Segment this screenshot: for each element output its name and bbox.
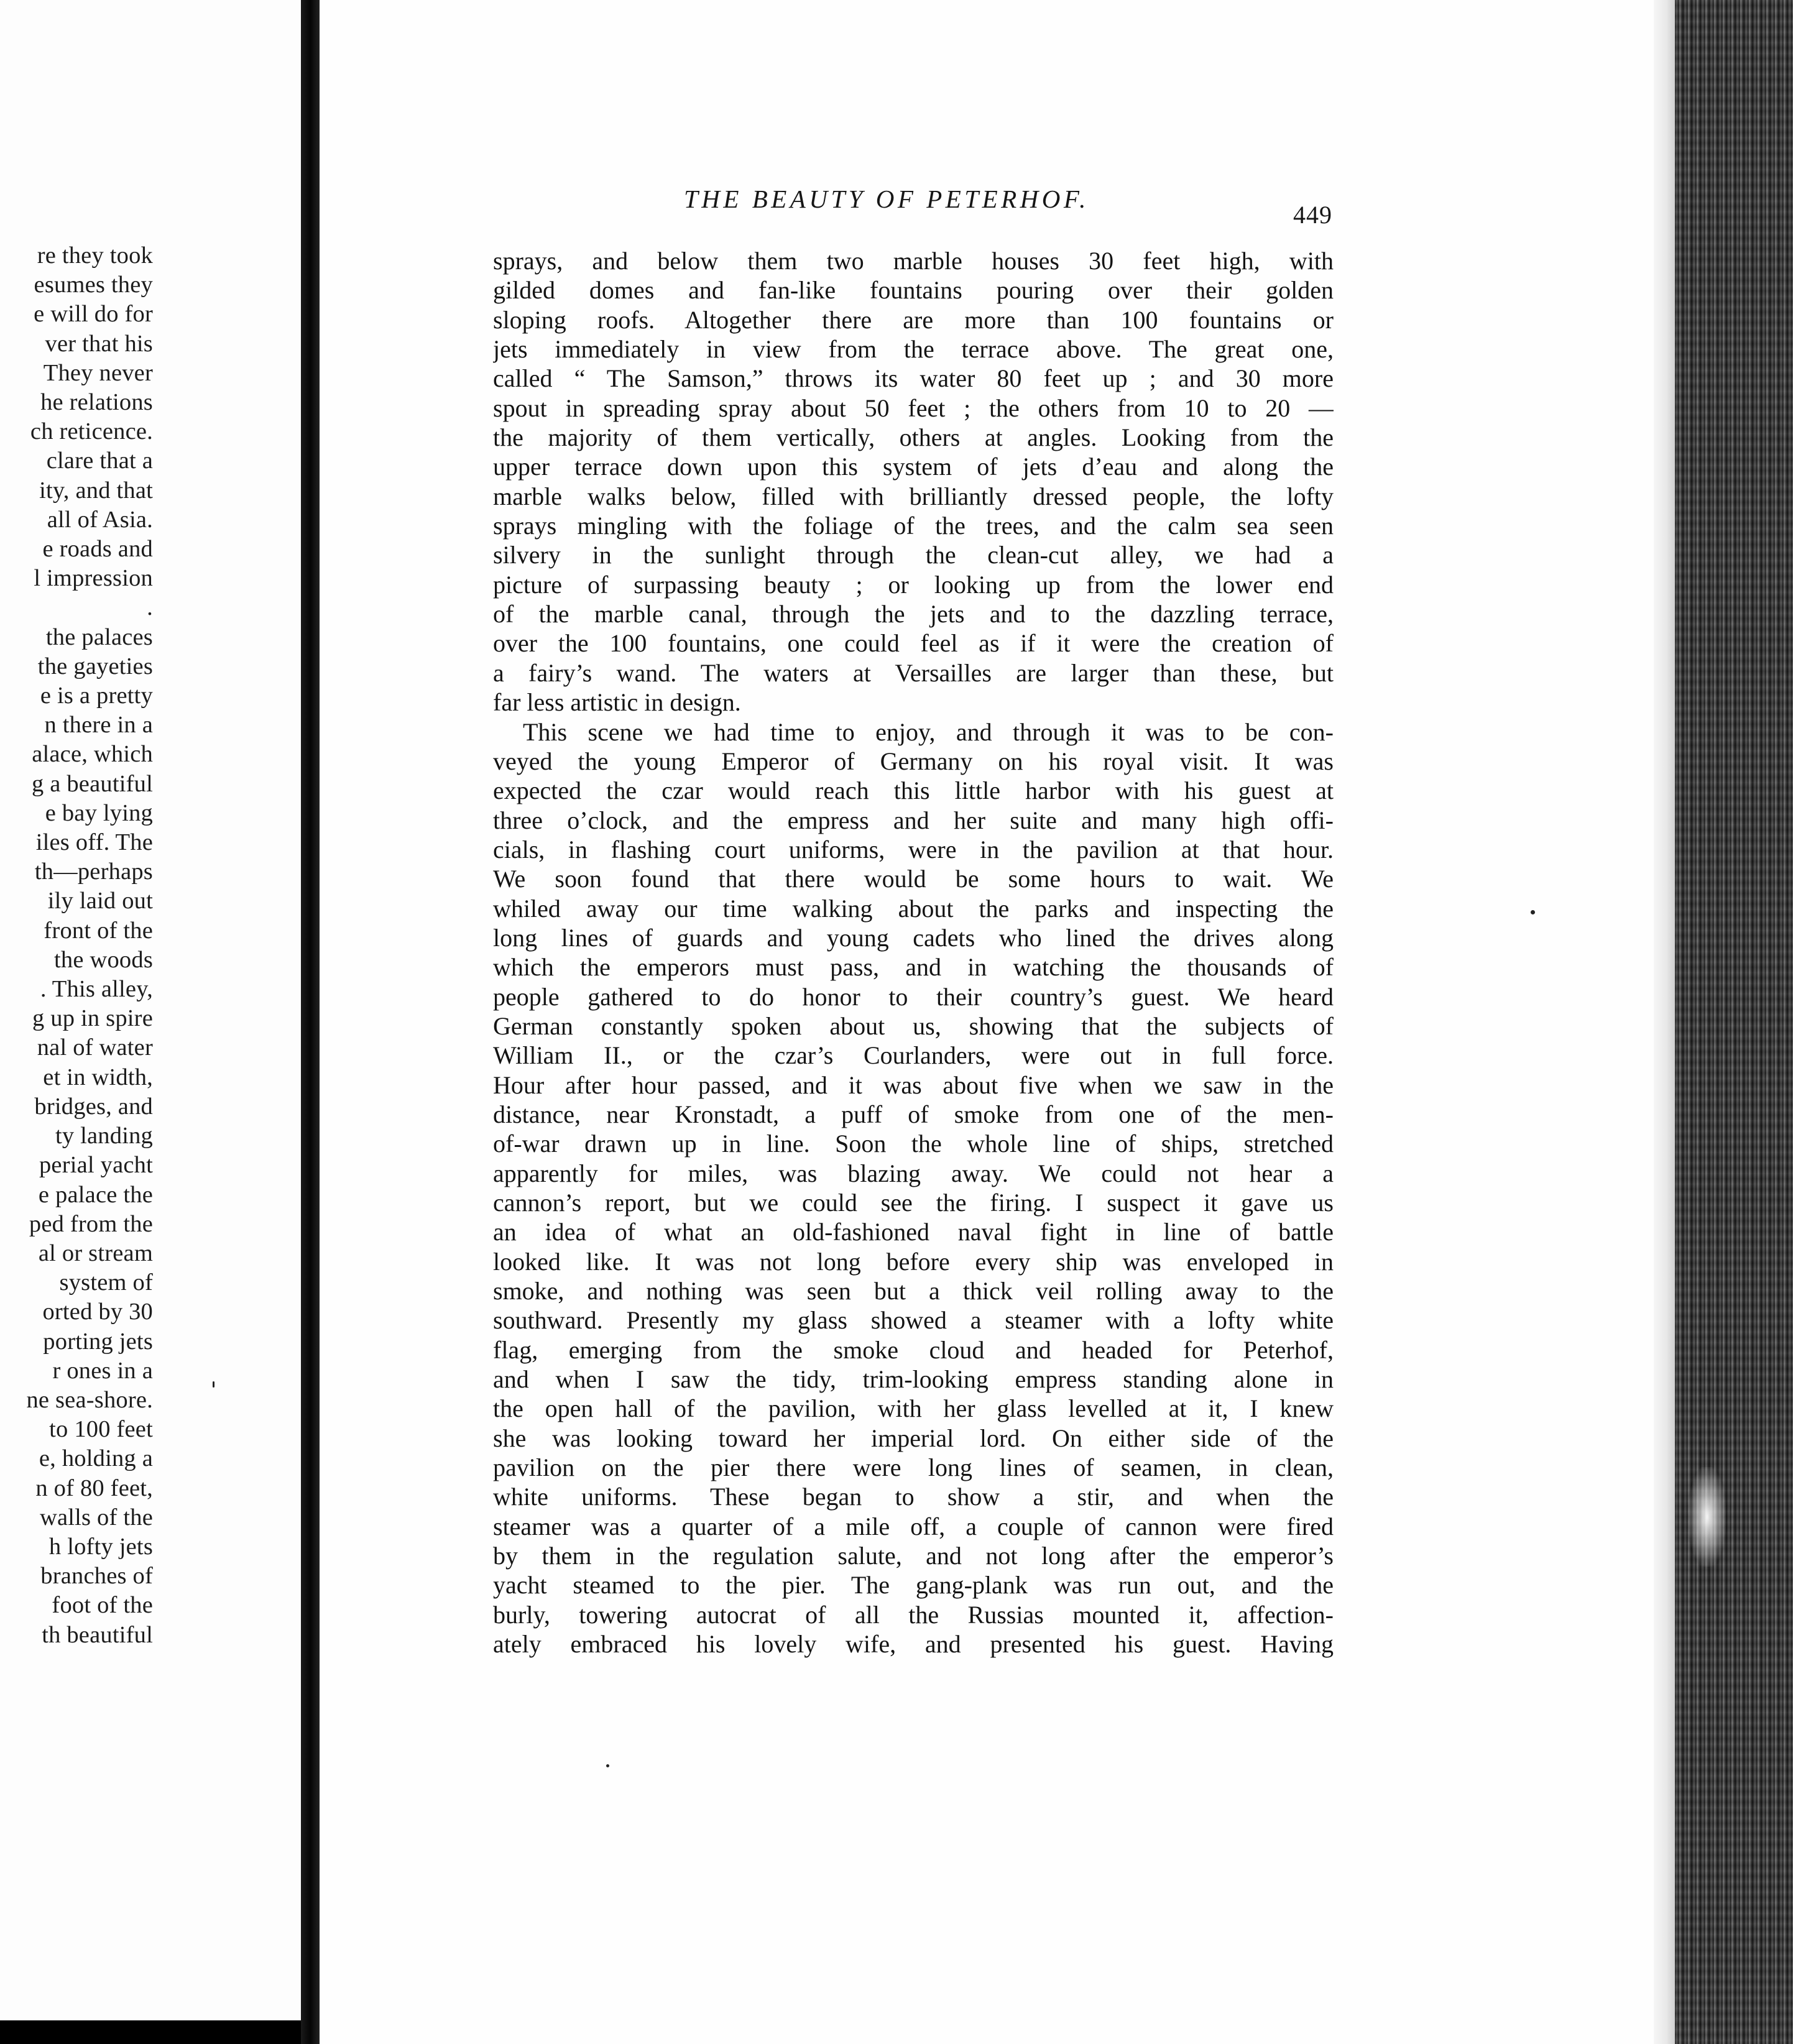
previous-page-line: . (147, 594, 153, 621)
text-line: sprays mingling with the foliage of the trees, and the calm sea seen (493, 512, 1334, 540)
previous-page (0, 0, 302, 2020)
previous-page-line: They never (43, 359, 153, 386)
previous-page-line: e will do for (34, 301, 153, 328)
text-line: steamer was a quarter of a mile off, a couple of cannon were fired (493, 1512, 1334, 1540)
previous-page-line: ped from the (29, 1210, 153, 1237)
previous-page-line: e bay lying (45, 799, 153, 826)
previous-page-line: branches of (40, 1563, 153, 1590)
text-line: burly, towering autocrat of all the Russias mounted it, affection- (493, 1600, 1334, 1629)
previous-page-line: orted by 30 (42, 1299, 153, 1325)
text-line: ately embraced his lovely wife, and presented his guest. Having (493, 1630, 1334, 1659)
previous-page-line: et in width, (43, 1064, 153, 1090)
text-line: which the emperors must pass, and in watching the thousands of (493, 953, 1334, 982)
previous-page-line: walls of the (39, 1504, 153, 1531)
previous-page-line: re they took (37, 242, 153, 269)
previous-page-line: to 100 feet (49, 1416, 153, 1443)
text-line: German constantly spoken about us, showing that the subjects of (493, 1011, 1334, 1040)
text-line: the open hall of the pavilion, with her glass levelled at it, I knew (493, 1394, 1334, 1423)
previous-page-line: e palace the (38, 1181, 153, 1208)
previous-page-line: porting jets (43, 1328, 153, 1355)
text-line: three o’clock, and the empress and her suite and many high offi- (493, 806, 1334, 834)
text-line: she was looking toward her imperial lord. On either side of the (493, 1424, 1334, 1452)
previous-page-line: g up in spire (32, 1005, 153, 1032)
text-line: We soon found that there would be some hours to wait. We (493, 865, 1334, 893)
text-line: long lines of guards and young cadets who lined the drives along (493, 923, 1334, 952)
text-line: silvery in the sunlight through the clean-cut alley, we had a (493, 541, 1334, 569)
text-line: by them in the regulation salute, and not long after the emperor’s (493, 1542, 1334, 1570)
text-line: smoke, and nothing was seen but a thick veil rolling away to the (493, 1277, 1334, 1305)
text-line: sloping roofs. Altogether there are more than 100 fountains or (493, 305, 1334, 334)
previous-page-line: e is a pretty (40, 683, 153, 709)
text-line: William II., or the czar’s Courlanders, were out in full force. (493, 1041, 1334, 1070)
previous-page-line: system of (59, 1269, 153, 1296)
previous-page-line: h lofty jets (48, 1533, 153, 1560)
previous-page-line: all of Asia. (47, 506, 153, 533)
previous-page-line: nal of water (37, 1034, 153, 1061)
text-line: looked like. It was not long before every ship was enveloped in (493, 1247, 1334, 1276)
previous-page-line: iles off. The (35, 829, 153, 856)
previous-page-line: ity, and that (39, 477, 153, 504)
text-line: veyed the young Emperor of Germany on his royal visit. It was (493, 747, 1334, 775)
previous-page-line: th—perhaps (34, 859, 153, 885)
body-text (493, 246, 1334, 1659)
previous-page-line: ty landing (55, 1123, 153, 1149)
page-number: 449 (1293, 201, 1332, 229)
text-line: of-war drawn up in line. Soon the whole line of ships, stretched (493, 1130, 1334, 1158)
text-line: distance, near Kronstadt, a puff of smoke from one of the men- (493, 1100, 1334, 1128)
text-line: expected the czar would reach this little harbor with his guest at (493, 776, 1334, 805)
previous-page-line: ver that his (45, 330, 153, 357)
text-line: flag, emerging from the smoke cloud and headed for Peterhof, (493, 1335, 1334, 1364)
previous-page-line: n there in a (44, 712, 153, 739)
text-line: the majority of them vertically, others at angles. Looking from the (493, 423, 1334, 452)
text-line: gilded domes and fan-like fountains pouring over their golden (493, 276, 1334, 305)
previous-page-line: th beautiful (42, 1621, 153, 1648)
previous-page-line: he relations (40, 389, 153, 416)
text-line: sprays, and below them two marble houses 30 feet high, with (493, 247, 1334, 275)
text-line: southward. Presently my glass showed a steamer with a lofty white (493, 1306, 1334, 1335)
text-line: called “ The Samson,” throws its water 80 feet up ; and 30 more (493, 364, 1334, 393)
previous-page-line: e, holding a (39, 1445, 153, 1472)
previous-page-line: al or stream (38, 1240, 153, 1266)
previous-page-text (0, 241, 153, 1650)
previous-page-line: ily laid out (47, 888, 153, 914)
previous-page-line: r ones in a (52, 1357, 153, 1384)
previous-page-line: alace, which (32, 741, 153, 768)
previous-page-line: front of the (44, 917, 153, 944)
previous-page-line: e roads and (42, 536, 153, 563)
text-line: jets immediately in view from the terrace above. The great one, (493, 335, 1334, 364)
text-line: and when I saw the tidy, trim-looking empress standing alone in (493, 1365, 1334, 1394)
text-line: Hour after hour passed, and it was about five when we saw in the (493, 1070, 1334, 1099)
scan-speck (606, 1764, 609, 1767)
book-gutter (301, 0, 320, 2044)
text-line: pavilion on the pier there were long lines of seamen, in clean, (493, 1453, 1334, 1482)
previous-page-line: n of 80 feet, (35, 1475, 153, 1501)
previous-page-line: the woods (54, 946, 153, 973)
text-line: whiled away our time walking about the parks and inspecting the (493, 894, 1334, 923)
previous-page-line: . This alley, (40, 976, 153, 1003)
text-line: picture of surpassing beauty ; or looking up from the lower end (493, 570, 1334, 599)
previous-page-line: esumes they (34, 272, 153, 298)
previous-page-line: foot of the (52, 1592, 153, 1619)
previous-page-line: l impression (34, 565, 153, 592)
text-line: white uniforms. These began to show a stir, and when the (493, 1483, 1334, 1511)
text-line: upper terrace down upon this system of jets d’eau and along the (493, 453, 1334, 481)
text-line: an idea of what an old-fashioned naval fight in line of battle (493, 1218, 1334, 1246)
previous-page-line: perial yacht (39, 1152, 153, 1179)
text-line: of the marble canal, through the jets and to the dazzling terrace, (493, 600, 1334, 628)
scan-speck (1531, 910, 1535, 914)
text-line: a fairy’s wand. The waters at Versailles are larger than these, but (493, 658, 1334, 687)
scan-speck (213, 1381, 214, 1388)
text-line: people gathered to do honor to their country’s guest. We heard (493, 982, 1334, 1011)
previous-page-line: g a beautiful (31, 770, 153, 797)
text-line: far less artistic in design. (493, 688, 741, 717)
text-line: cials, in flashing court uniforms, were in the pavilion at that hour. (493, 835, 1334, 863)
text-line: apparently for miles, was blazing away. We could not hear a (493, 1159, 1334, 1187)
previous-page-line: clare that a (46, 448, 153, 474)
page-edge-shadow (1654, 0, 1675, 2044)
running-header: THE BEAUTY OF PETERHOF. (684, 185, 1089, 213)
text-line: cannon’s report, but we could see the firing. I suspect it gave us (493, 1189, 1334, 1217)
text-line: This scene we had time to enjoy, and through it was to be con- (523, 717, 1334, 746)
previous-page-line: the palaces (45, 624, 153, 650)
text-line: over the 100 fountains, one could feel as if it were the creation of (493, 629, 1334, 658)
text-line: yacht steamed to the pier. The gang-plank was run out, and the (493, 1571, 1334, 1600)
previous-page-line: the gayeties (37, 653, 153, 679)
book-fore-edge (1675, 0, 1793, 2044)
text-line: marble walks below, filled with brilliantly dressed people, the lofty (493, 482, 1334, 510)
previous-page-line: ch reticence. (30, 418, 153, 445)
light-glare (1689, 1467, 1726, 1567)
text-line: spout in spreading spray about 50 feet ; the others from 10 to 20 — (493, 394, 1334, 422)
previous-page-line: bridges, and (34, 1093, 153, 1120)
previous-page-line: ne sea-shore. (26, 1386, 153, 1413)
